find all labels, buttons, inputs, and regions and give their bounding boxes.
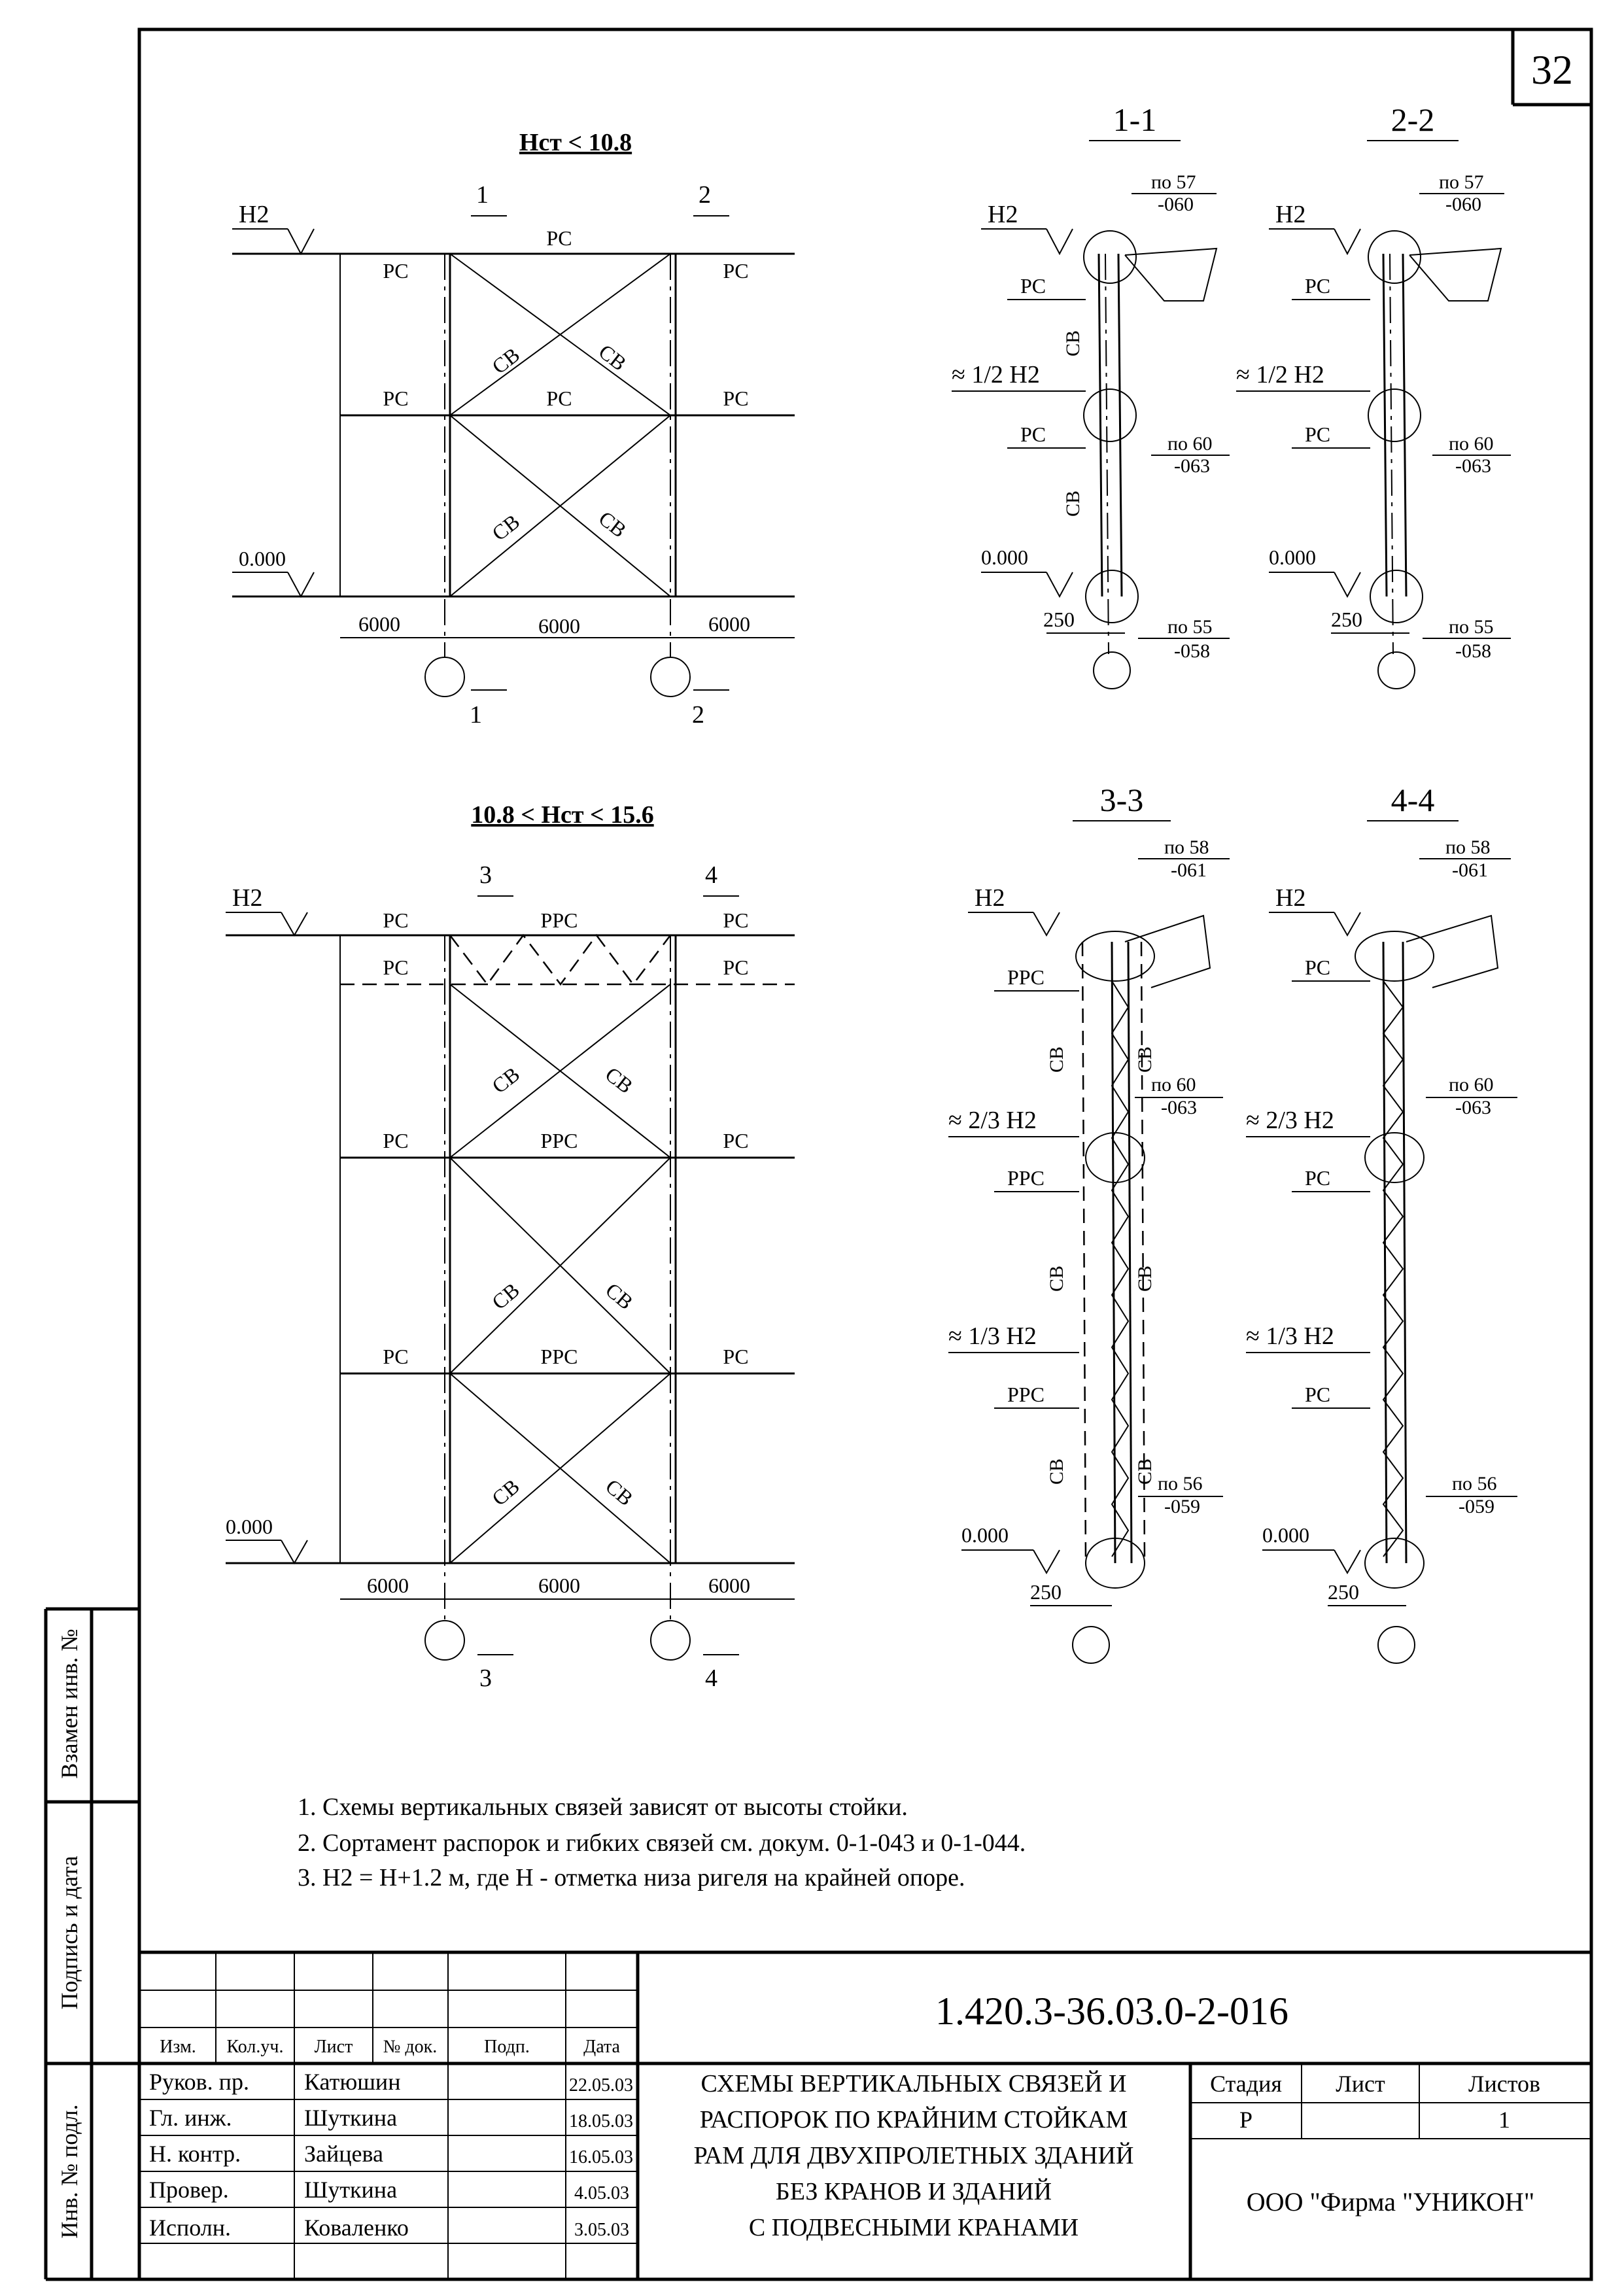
s22-bot-ref-1: по 55 [1449,616,1494,638]
bottom-cut-4b: 4 [705,1665,717,1692]
bottom-rs-4: PC [723,956,749,979]
s22-mid-ref-1: по 60 [1449,433,1494,455]
bottom-rs-3: PC [383,956,409,979]
s44-bot-ref-1: по 56 [1452,1473,1497,1494]
row-2-role: Гл. инж. [149,2105,232,2131]
section-3-3-title: 3-3 [1099,782,1144,818]
bottom-sv-1: CB [487,1062,525,1098]
notes [298,1793,1026,1891]
s44-rs-1: PC [1305,956,1331,979]
doc-title-5: С ПОДВЕСНЫМИ КРАНАМИ [748,2214,1079,2241]
top-cut-2a: 2 [699,181,711,209]
s33-sv-4: CB [1134,1265,1156,1292]
top-cut-1a: 1 [476,181,489,209]
bottom-rs-2: PC [723,908,749,932]
s33-rrs-2: PPC [1007,1166,1045,1190]
s11-mid-ref-2: -063 [1174,455,1210,477]
side-podpis: Подпись и дата [56,1855,82,2010]
sheets-value: 1 [1498,2107,1510,2133]
bottom-h2-label: H2 [232,884,263,912]
s11-rs-2: PC [1020,423,1046,446]
s33-top-ref-2: -061 [1171,859,1207,881]
s22-h2: H2 [1275,201,1306,228]
bottom-dim-3: 6000 [708,1574,750,1597]
top-cut-1b: 1 [470,701,482,729]
bottom-zero-label: 0.000 [226,1515,273,1538]
hdr-izm: Изм. [160,2037,196,2057]
side-stamp [46,1609,139,2279]
doc-title-3: РАМ ДЛЯ ДВУХПРОЛЕТНЫХ ЗДАНИЙ [693,2142,1134,2169]
diagram-top [232,129,795,729]
hdr-ndok: № док. [383,2037,438,2057]
s22-mid-level: ≈ 1/2 H2 [1236,361,1324,388]
bottom-dim-1: 6000 [367,1574,409,1597]
s44-bot-ref-2: -059 [1459,1496,1494,1517]
top-sv-1: CB [487,343,525,379]
diagram-bottom-title: 10.8 < Нст < 15.6 [471,801,654,829]
s11-h2: H2 [988,201,1018,228]
s11-top-ref-2: -060 [1158,194,1194,215]
row-5-date: 3.05.03 [574,2220,629,2240]
s33-rrs-1: PPC [1007,965,1045,989]
s33-sv-3: CB [1046,1265,1067,1292]
diagram-bottom [226,801,795,1692]
s44-lvl2: ≈ 1/3 H2 [1246,1322,1334,1350]
bottom-sv-2: CB [600,1062,638,1098]
top-dim-2: 6000 [538,614,580,638]
row-5-role: Исполн. [149,2215,231,2241]
hdr-list: Лист [314,2037,353,2057]
s11-mid-level: ≈ 1/2 H2 [952,361,1040,388]
s11-bot-ref-2: -058 [1174,640,1210,662]
bottom-dim-2: 6000 [538,1574,580,1597]
row-4-date: 4.05.03 [574,2183,629,2203]
bottom-rs-1: PC [383,908,409,932]
bottom-rrs-3: PPC [540,1345,578,1368]
s33-mid-ref-1: по 60 [1151,1074,1196,1096]
s33-bot-ref-2: -059 [1164,1496,1200,1517]
bottom-rs-8: PC [723,1345,749,1368]
section-4-4-title: 4-4 [1391,782,1435,818]
top-dim-1: 6000 [358,612,400,636]
sheets-label: Листов [1468,2071,1540,2097]
top-sv-2: CB [594,339,631,375]
s22-zero: 0.000 [1269,545,1316,569]
section-1-1 [952,101,1230,689]
s44-top-ref-2: -061 [1452,859,1488,881]
row-3-role: Н. контр. [149,2141,241,2167]
s44-top-ref-1: по 58 [1445,837,1491,858]
row-2-name: Шуткина [304,2105,398,2131]
sheet-frame [139,29,1591,2279]
note-1: 1. Схемы вертикальных связей зависят от высоты стойки. [298,1793,908,1821]
s33-sv-5: CB [1046,1458,1067,1485]
s22-top-ref-2: -060 [1445,194,1481,215]
sheet-label: Лист [1336,2071,1385,2097]
s33-sv-6: CB [1134,1458,1156,1485]
bottom-rrs-2: PPC [540,1129,578,1152]
stage-label: Стадия [1210,2071,1282,2097]
hdr-podp: Подп. [484,2037,530,2057]
top-zero-label: 0.000 [239,547,286,570]
bottom-cut-4a: 4 [705,861,717,889]
title-block [139,1952,1591,2279]
section-1-1-title: 1-1 [1113,101,1157,138]
bottom-cut-3a: 3 [479,861,492,889]
top-rs-3: PC [723,259,749,283]
s33-sv-2: CB [1134,1046,1156,1073]
top-rs-5: PC [546,387,572,410]
row-2-date: 18.05.03 [569,2111,633,2131]
s11-dim: 250 [1043,608,1075,631]
section-3-3 [948,782,1230,1663]
bottom-sv-5: CB [487,1474,524,1511]
s44-zero: 0.000 [1262,1523,1309,1547]
diagram-top-title: Нст < 10.8 [519,129,632,156]
s44-mid-ref-1: по 60 [1449,1074,1494,1096]
top-sv-4: CB [594,506,631,542]
bottom-rs-7: PC [383,1345,409,1368]
row-4-name: Шуткина [304,2177,398,2203]
bottom-sv-3: CB [487,1278,524,1315]
s11-top-ref-1: по 57 [1151,171,1196,193]
stage-value: P [1239,2107,1253,2133]
s33-dim: 250 [1030,1580,1062,1604]
row-1-date: 22.05.03 [569,2075,633,2096]
s11-mid-ref-1: по 60 [1167,433,1213,455]
s44-h2: H2 [1275,884,1306,912]
row-3-date: 16.05.03 [569,2147,633,2167]
row-5-name: Коваленко [304,2215,409,2241]
s33-lvl2: ≈ 1/3 H2 [948,1322,1037,1350]
top-rs-1: PC [383,259,409,283]
note-3: 3. H2 = H+1.2 м, где H - отметка низа ригеля на крайней опоре. [298,1864,965,1891]
s44-dim: 250 [1328,1580,1359,1604]
section-2-2 [1236,101,1511,689]
top-h2-label: H2 [239,201,269,228]
s44-lvl1: ≈ 2/3 H2 [1246,1107,1334,1134]
side-inv: Инв. № подл. [56,2104,82,2239]
doc-title-4: БЕЗ КРАНОВ И ЗДАНИЙ [775,2178,1052,2205]
bottom-rs-5: PC [383,1129,409,1152]
doc-title-1: СХЕМЫ ВЕРТИКАЛЬНЫХ СВЯЗЕЙ И [700,2070,1127,2097]
s11-sv-2: CB [1062,490,1084,517]
s44-rs-2: PC [1305,1166,1331,1190]
s22-rs-1: PC [1305,274,1331,298]
s33-rrs-3: PPC [1007,1383,1045,1406]
note-2: 2. Сортамент распорок и гибких связей см. докум. 0-1-043 и 0-1-044. [298,1829,1026,1857]
s11-sv-1: CB [1062,330,1084,356]
section-4-4 [1246,782,1517,1663]
row-1-name: Катюшин [304,2069,401,2095]
s33-top-ref-1: по 58 [1164,837,1209,858]
top-dim-3: 6000 [708,612,750,636]
bottom-sv-6: CB [601,1474,638,1511]
bottom-rs-6: PC [723,1129,749,1152]
s22-bot-ref-2: -058 [1455,640,1491,662]
top-sv-3: CB [487,509,525,545]
s11-bot-ref-1: по 55 [1167,616,1213,638]
s33-lvl1: ≈ 2/3 H2 [948,1107,1037,1134]
sheet-number: 32 [1531,46,1573,93]
company-name: ООО "Фирма "УНИКОН" [1246,2187,1535,2217]
top-cut-2b: 2 [692,701,704,729]
side-vzamen: Взамен инв. № [56,1629,82,1779]
s44-mid-ref-2: -063 [1455,1097,1491,1118]
hdr-data: Дата [583,2037,620,2057]
s22-mid-ref-2: -063 [1455,455,1491,477]
row-4-role: Провер. [149,2177,229,2203]
bottom-sv-4: CB [601,1278,638,1315]
s22-rs-2: PC [1305,423,1331,446]
s22-top-ref-1: по 57 [1439,171,1484,193]
s33-mid-ref-2: -063 [1161,1097,1197,1118]
top-rs-6: PC [723,387,749,410]
s22-dim: 250 [1331,608,1362,631]
top-rs-4: PC [383,387,409,410]
doc-code: 1.420.3-36.03.0-2-016 [935,1990,1288,2033]
section-2-2-title: 2-2 [1391,101,1435,138]
row-1-role: Руков. пр. [149,2069,249,2095]
s33-h2: H2 [975,884,1005,912]
s33-sv-1: CB [1046,1046,1067,1073]
s11-rs-1: PC [1020,274,1046,298]
s44-rs-3: PC [1305,1383,1331,1406]
row-3-name: Зайцева [304,2141,384,2167]
hdr-kolych: Кол.уч. [226,2037,284,2057]
bottom-cut-3b: 3 [479,1665,492,1692]
bottom-rrs-1: PPC [540,908,578,932]
s33-zero: 0.000 [961,1523,1009,1547]
top-rs-2: PC [546,226,572,250]
s33-bot-ref-1: по 56 [1158,1473,1203,1494]
s11-zero: 0.000 [981,545,1028,569]
doc-title-2: РАСПОРОК ПО КРАЙНИМ СТОЙКАМ [699,2106,1128,2133]
